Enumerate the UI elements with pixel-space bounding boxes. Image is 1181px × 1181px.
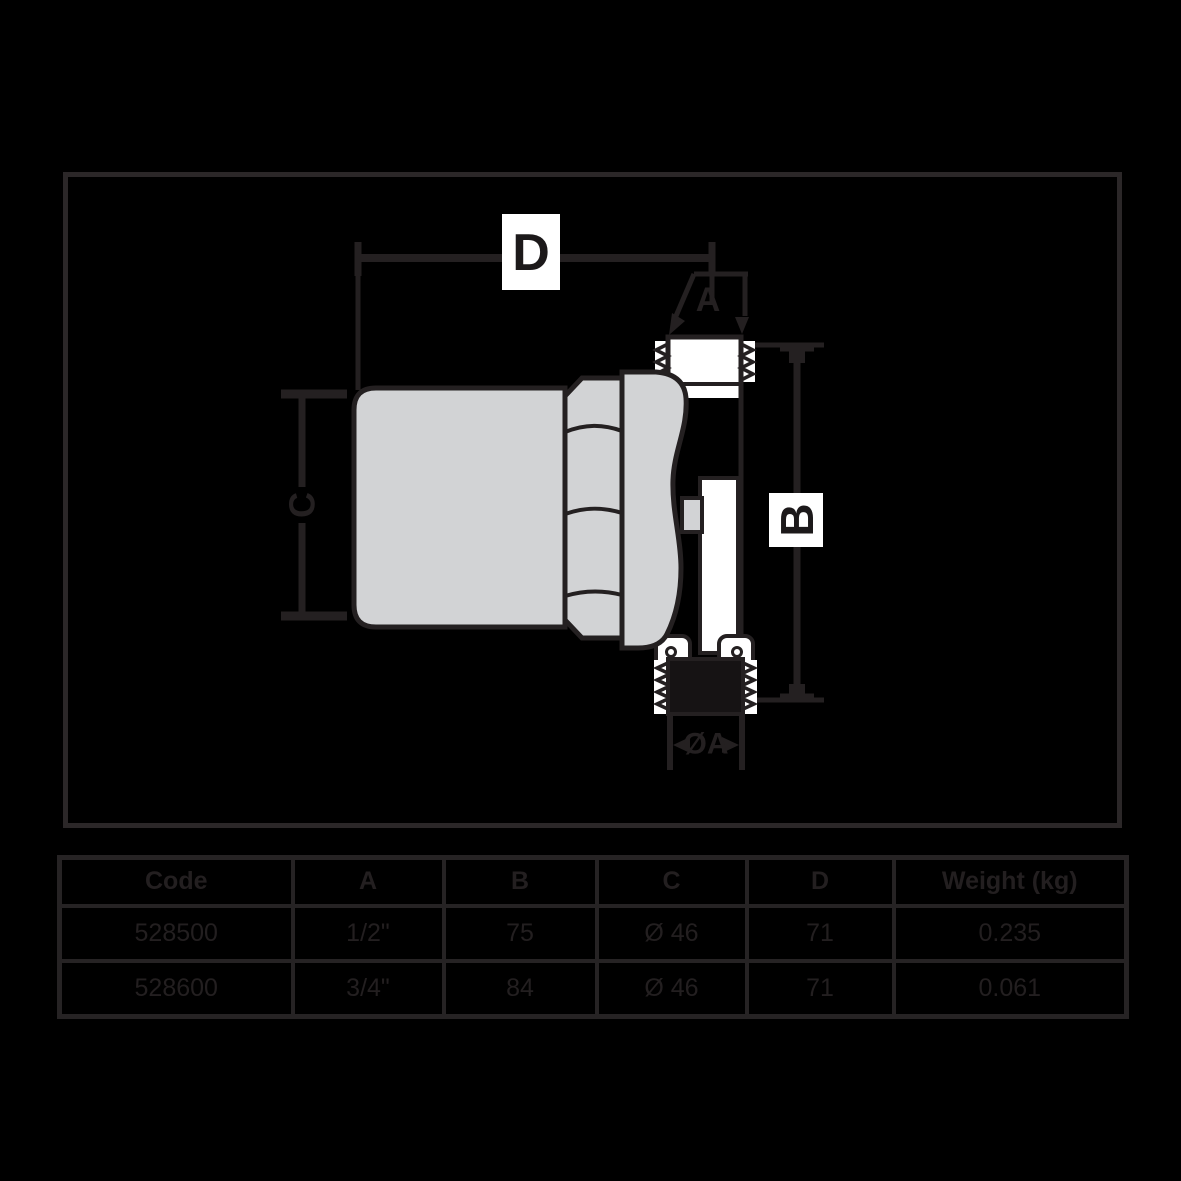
cell-d: 71 <box>747 961 894 1017</box>
dim-a-label: A <box>695 281 721 319</box>
dim-bottom-label: ØA <box>683 727 729 761</box>
hex-nut <box>565 378 622 638</box>
cell-weight: 0.061 <box>894 961 1127 1017</box>
spec-table <box>57 855 1129 1019</box>
cell-code: 528600 <box>60 961 293 1017</box>
dim-d-label: D <box>512 224 550 282</box>
cell-a: 1/2" <box>293 906 444 961</box>
col-header-b: B <box>444 858 597 907</box>
cell-a: 3/4" <box>293 961 444 1017</box>
col-header-c: C <box>597 858 747 907</box>
tailpiece-tube <box>700 478 738 653</box>
table-row <box>60 961 1127 1017</box>
col-header-a: A <box>293 858 444 907</box>
cell-c: Ø 46 <box>597 906 747 961</box>
dim-c-label: C <box>281 492 323 518</box>
cell-b: 75 <box>444 906 597 961</box>
col-header-d: D <box>747 858 894 907</box>
spec-table-header-row <box>60 858 1127 907</box>
cell-b: 84 <box>444 961 597 1017</box>
arrow-down-icon <box>735 317 749 334</box>
arrow-down-left-icon <box>669 313 685 335</box>
knob <box>354 388 565 627</box>
cell-code: 528500 <box>60 906 293 961</box>
body-lug <box>682 498 702 532</box>
dim-b-label: B <box>771 503 823 537</box>
col-header-code: Code <box>60 858 293 907</box>
table-row <box>60 906 1127 961</box>
valve-body <box>622 372 686 648</box>
cell-d: 71 <box>747 906 894 961</box>
cell-c: Ø 46 <box>597 961 747 1017</box>
col-header-weight: Weight (kg) <box>894 858 1127 907</box>
cell-weight: 0.235 <box>894 906 1127 961</box>
union-nut <box>668 659 743 714</box>
